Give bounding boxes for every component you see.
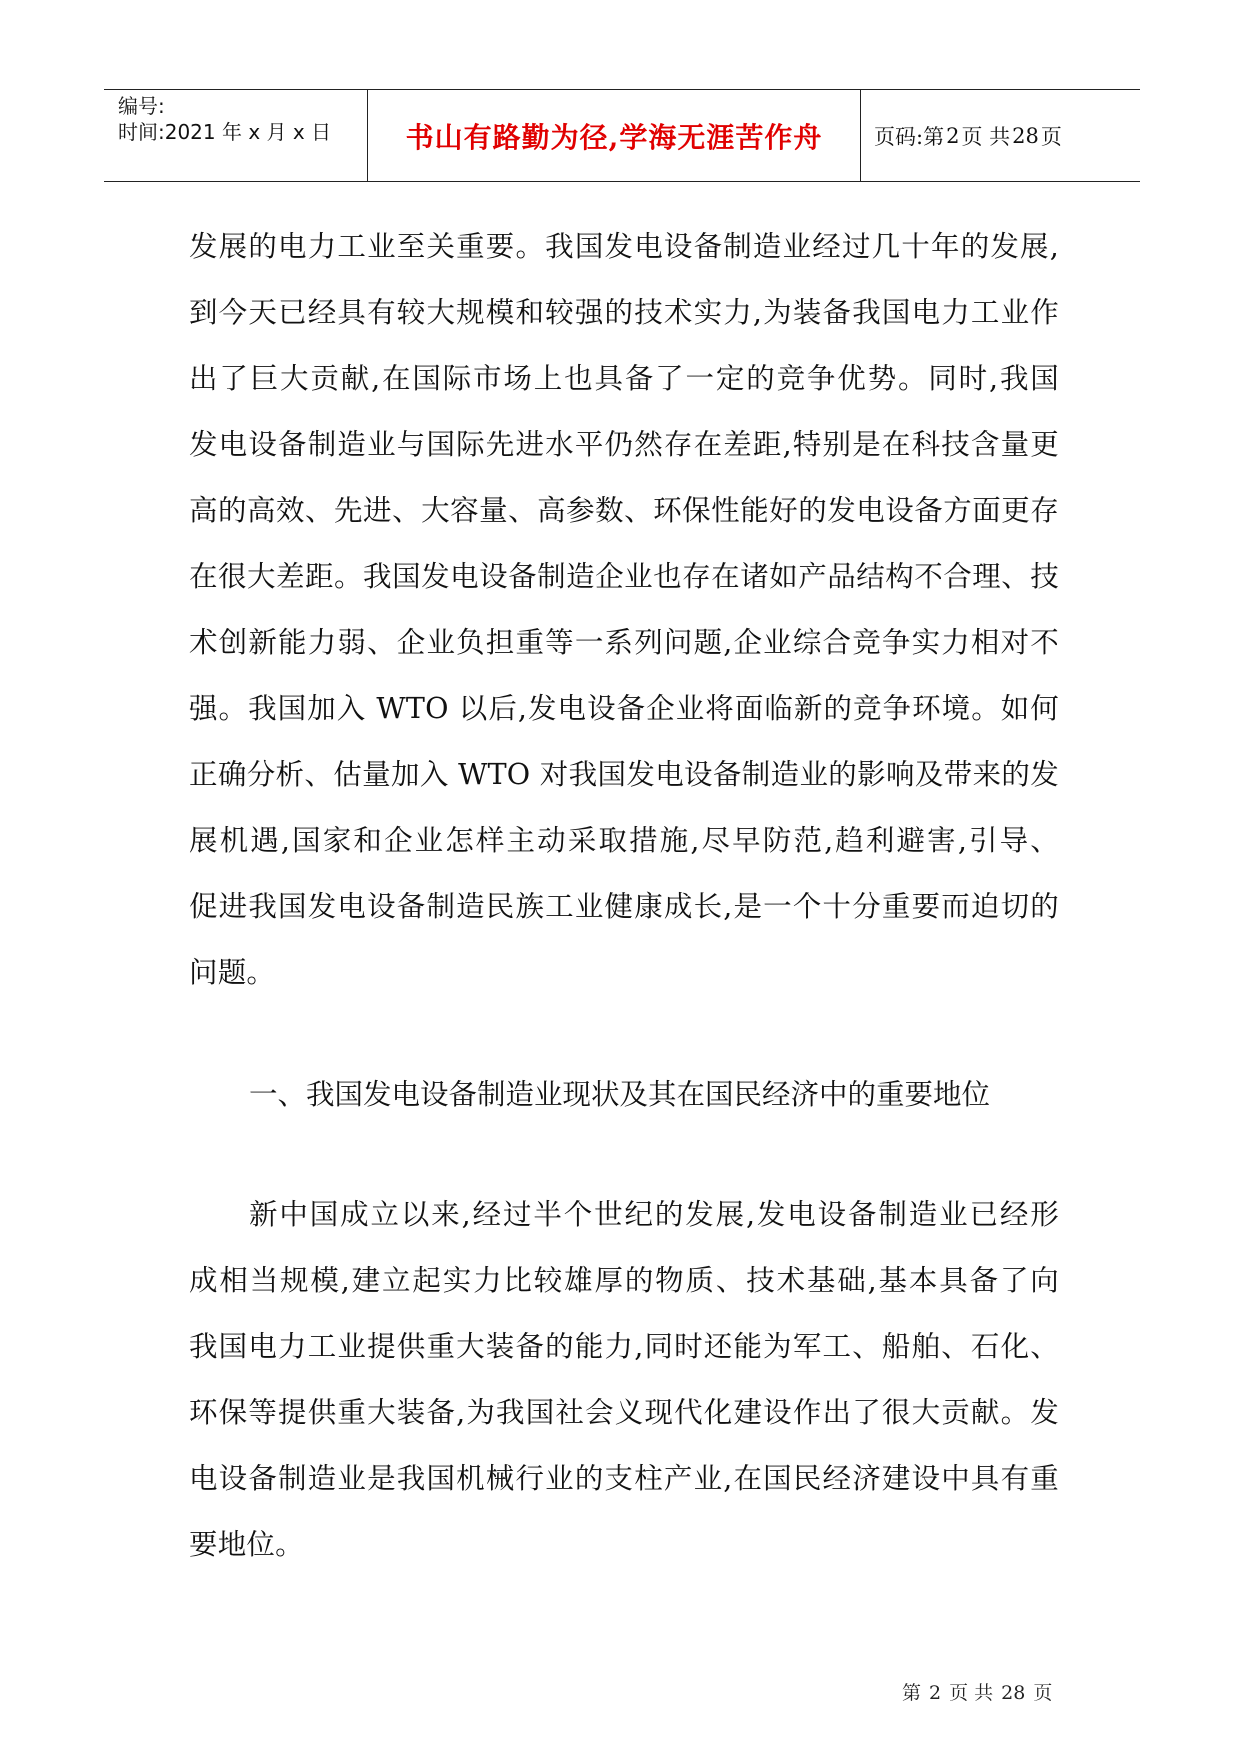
header-page-number: 2 <box>946 123 960 148</box>
text-line: 我国电力工业提供重大装备的能力,同时还能为军工、船舶、石化、 <box>189 1330 1059 1363</box>
page-footer <box>898 1678 1056 1705</box>
text-line: 促进我国发电设备制造民族工业健康成长,是一个十分重要而迫切的 <box>189 890 1059 923</box>
footer-prefix: 第 <box>902 1682 922 1704</box>
text-line: 在很大差距。我国发电设备制造企业也存在诸如产品结构不合理、技 <box>189 560 1059 593</box>
page-header <box>104 89 1140 182</box>
header-page-prefix: 页码:第 <box>874 124 945 149</box>
text-line: 环保等提供重大装备,为我国社会义现代化建设作出了很大贡献。发 <box>189 1396 1059 1429</box>
footer-suffix: 页 <box>1033 1682 1053 1704</box>
header-motto-cell <box>368 90 861 181</box>
text-line: 正确分析、估量加入 WTO 对我国发电设备制造业的影响及带来的发 <box>189 758 1059 791</box>
paragraph-section-one <box>189 1182 1059 1578</box>
text-line: 展机遇,国家和企业怎样主动采取措施,尽早防范,趋利避害,引导、 <box>189 824 1059 857</box>
text-line: 高的高效、先进、大容量、高参数、环保性能好的发电设备方面更存 <box>189 494 1059 527</box>
header-page-info <box>861 90 1140 181</box>
section-heading: 一、我国发电设备制造业现状及其在国民经济中的重要地位 <box>249 1078 991 1111</box>
text-line: 电设备制造业是我国机械行业的支柱产业,在国民经济建设中具有重 <box>189 1462 1059 1495</box>
footer-page-number: 2 <box>929 1682 942 1704</box>
header-page-mid: 页 共 <box>961 124 1011 149</box>
paragraph-intro <box>189 214 1059 1006</box>
document-number-label: 编号: <box>118 94 165 118</box>
text-line: 发电设备制造业与国际先进水平仍然存在差距,特别是在科技含量更 <box>189 428 1059 461</box>
header-page-suffix: 页 <box>1040 124 1062 149</box>
text-line: 术创新能力弱、企业负担重等一系列问题,企业综合竞争实力相对不 <box>189 626 1059 659</box>
text-line: 强。我国加入 WTO 以后,发电设备企业将面临新的竞争环境。如何 <box>189 692 1059 725</box>
text-line: 到今天已经具有较大规模和较强的技术实力,为装备我国电力工业作 <box>189 296 1059 329</box>
text-line: 新中国成立以来,经过半个世纪的发展,发电设备制造业已经形 <box>249 1198 1059 1231</box>
text-line: 发展的电力工业至关重要。我国发电设备制造业经过几十年的发展, <box>189 230 1059 263</box>
header-meta <box>104 90 368 181</box>
header-motto: 书山有路勤为径,学海无涯苦作舟 <box>405 120 823 154</box>
header-page-total: 28 <box>1012 123 1039 148</box>
footer-page-total: 28 <box>1001 1682 1026 1704</box>
text-line: 问题。 <box>189 956 276 989</box>
document-time-label: 时间:2021 年 x 月 x 日 <box>118 120 332 144</box>
text-line: 出了巨大贡献,在国际市场上也具备了一定的竞争优势。同时,我国 <box>189 362 1059 395</box>
text-line: 要地位。 <box>189 1528 304 1561</box>
footer-mid: 页 共 <box>949 1682 994 1704</box>
text-line: 成相当规模,建立起实力比较雄厚的物质、技术基础,基本具备了向 <box>189 1264 1059 1297</box>
